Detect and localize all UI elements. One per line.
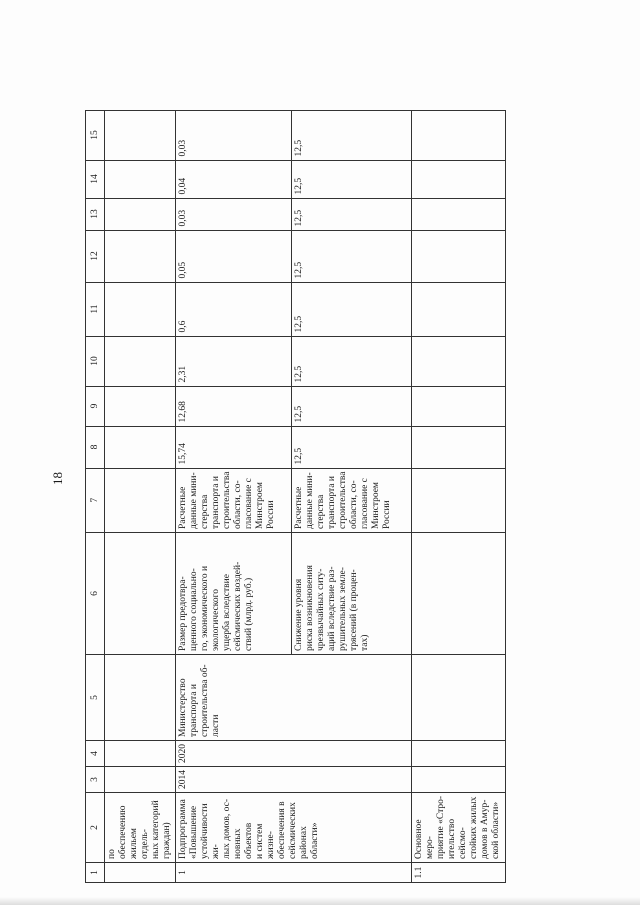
table-cell <box>105 336 176 386</box>
data-source-cell <box>292 468 412 532</box>
text-line: ской области» <box>491 801 501 859</box>
text-line: Минстроем <box>255 482 265 529</box>
value-cell: 0,05 <box>176 230 292 282</box>
continuation-row <box>105 110 176 882</box>
header-cell: 7 <box>86 468 105 532</box>
text-line: сейсмических <box>288 802 298 859</box>
text-line: ласти <box>211 714 221 737</box>
indicator-name-cell <box>292 533 412 655</box>
text-line: жильем отдель- <box>129 828 150 859</box>
table-cell <box>105 655 176 741</box>
value-cell: 0,6 <box>176 282 292 336</box>
page-number: 18 <box>50 472 65 485</box>
table-cell <box>412 468 506 532</box>
value-cell: 0,03 <box>176 198 292 230</box>
header-cell: 14 <box>86 160 105 198</box>
text-line: строительства об- <box>200 664 210 737</box>
value-cell: 2,31 <box>176 336 292 386</box>
text-line: гласование с <box>360 478 370 529</box>
value-cell: 12,5 <box>292 160 412 198</box>
text-line: аций вследствие раз- <box>327 566 337 651</box>
header-cell: 12 <box>86 230 105 282</box>
table-cell <box>105 533 176 655</box>
header-cell: 11 <box>86 282 105 336</box>
text-line: ительство сейсмо- <box>447 818 468 859</box>
table-cell <box>412 110 506 160</box>
header-cell: 1 <box>86 863 105 883</box>
text-line: трясений (в процен- <box>349 569 359 651</box>
indicator-name-cell <box>176 533 292 655</box>
text-line: строительства <box>222 471 232 529</box>
text-line: обеспечения в <box>277 801 287 859</box>
text-line: России <box>382 500 392 529</box>
value-cell: 12,5 <box>292 426 412 468</box>
table-cell <box>105 198 176 230</box>
text-line: транспорта и <box>211 476 221 529</box>
text-line: Министерство <box>178 678 188 737</box>
table-cell <box>412 336 506 386</box>
text-line: области, со- <box>349 480 359 529</box>
value-cell: 12,5 <box>292 230 412 282</box>
data-source-cell <box>176 468 292 532</box>
subprogram-name-cell <box>176 793 412 863</box>
text-line: гласование с <box>244 478 254 529</box>
text-line: приятие «Стро- <box>436 795 446 859</box>
main-event-row <box>412 110 506 882</box>
text-line: ствий (млрд. руб.) <box>244 577 254 651</box>
end-year: 2020 <box>176 741 412 767</box>
main-event-name-cell <box>412 793 506 863</box>
text-line: тах) <box>360 634 370 651</box>
text-line: риска возникновения <box>305 565 315 651</box>
text-line: данные мини- <box>305 472 315 529</box>
text-line: по обеспечению <box>107 805 128 859</box>
header-cell: 4 <box>86 741 105 767</box>
text-line: домов в Амур- <box>480 799 490 859</box>
value-cell: 0,04 <box>176 160 292 198</box>
text-line: Расчетные <box>294 486 304 529</box>
header-cell: 15 <box>86 110 105 160</box>
header-cell: 13 <box>86 198 105 230</box>
value-cell: 0,03 <box>176 110 292 160</box>
text-line: Основное меро- <box>414 819 435 859</box>
text-line: новных объектов <box>233 822 254 859</box>
indicators-table <box>85 110 506 883</box>
text-line: стойких жилых <box>469 796 479 859</box>
value-cell: 12,5 <box>292 198 412 230</box>
table-cell <box>105 741 176 767</box>
table-cell <box>412 198 506 230</box>
value-cell: 12,5 <box>292 386 412 426</box>
value-cell: 12,5 <box>292 282 412 336</box>
text-line: России <box>266 500 276 529</box>
header-cell: 9 <box>86 386 105 426</box>
text-line: сейсмических воздей- <box>233 561 243 651</box>
table-cell <box>105 468 176 532</box>
table-cell <box>105 230 176 282</box>
subprogram-row-indicator-1 <box>176 110 292 882</box>
text-line: и систем жизне- <box>255 823 276 859</box>
text-line: го, экономического и <box>200 565 210 651</box>
table-cell <box>105 110 176 160</box>
text-line: стерства <box>316 494 326 529</box>
text-line: рушительных земле- <box>338 567 348 651</box>
text-line: районах области» <box>299 822 320 859</box>
continuation-text-cell <box>105 793 176 863</box>
table-cell <box>105 282 176 336</box>
table-cell <box>105 767 176 793</box>
value-cell: 15,74 <box>176 426 292 468</box>
text-line: Минстроем <box>371 482 381 529</box>
text-line: Размер предотвра- <box>178 576 188 651</box>
header-cell: 8 <box>86 426 105 468</box>
table-cell <box>412 767 506 793</box>
text-line: области, со- <box>233 480 243 529</box>
table-cell <box>412 741 506 767</box>
row-number: 1.1 <box>412 863 506 883</box>
table-cell <box>105 863 176 883</box>
header-cell: 2 <box>86 793 105 863</box>
table-cell <box>105 386 176 426</box>
table-cell <box>412 160 506 198</box>
table-cell <box>412 282 506 336</box>
text-line: стерства <box>200 494 210 529</box>
text-line: граждан) <box>162 822 172 859</box>
table-cell <box>412 533 506 655</box>
text-line: «Повышение <box>189 805 199 859</box>
table-cell <box>412 426 506 468</box>
table-cell <box>412 655 506 741</box>
text-line: строительства <box>338 471 348 529</box>
table-cell <box>412 386 506 426</box>
text-line: транспорта и <box>327 476 337 529</box>
value-cell: 12,5 <box>292 336 412 386</box>
text-line: транспорта и <box>189 684 199 737</box>
table-cell <box>412 230 506 282</box>
value-cell: 12,68 <box>176 386 292 426</box>
text-line: Снижение уровня <box>294 578 304 651</box>
header-cell: 5 <box>86 655 105 741</box>
value-cell: 12,5 <box>292 110 412 160</box>
executor-cell <box>176 655 412 741</box>
text-line: экологического <box>211 588 221 651</box>
text-line: ущерба вследствие <box>222 574 232 651</box>
text-line: лых домов, ос- <box>222 798 232 859</box>
header-cell: 3 <box>86 767 105 793</box>
text-line: ных категорий <box>151 800 161 859</box>
text-line: Подпрограмма <box>178 799 188 859</box>
header-cell: 6 <box>86 533 105 655</box>
text-line: устойчивости жи- <box>200 803 221 859</box>
start-year: 2014 <box>176 767 412 793</box>
text-line: Расчетные <box>178 486 188 529</box>
text-line: чрезвычайных ситу- <box>316 568 326 651</box>
text-line: данные мини- <box>189 472 199 529</box>
scan-edge <box>0 897 640 905</box>
header-row <box>86 110 105 882</box>
table-cell <box>105 426 176 468</box>
row-number: 1 <box>176 863 412 883</box>
header-cell: 10 <box>86 336 105 386</box>
text-line: щенного социально- <box>189 568 199 651</box>
table-cell <box>105 160 176 198</box>
